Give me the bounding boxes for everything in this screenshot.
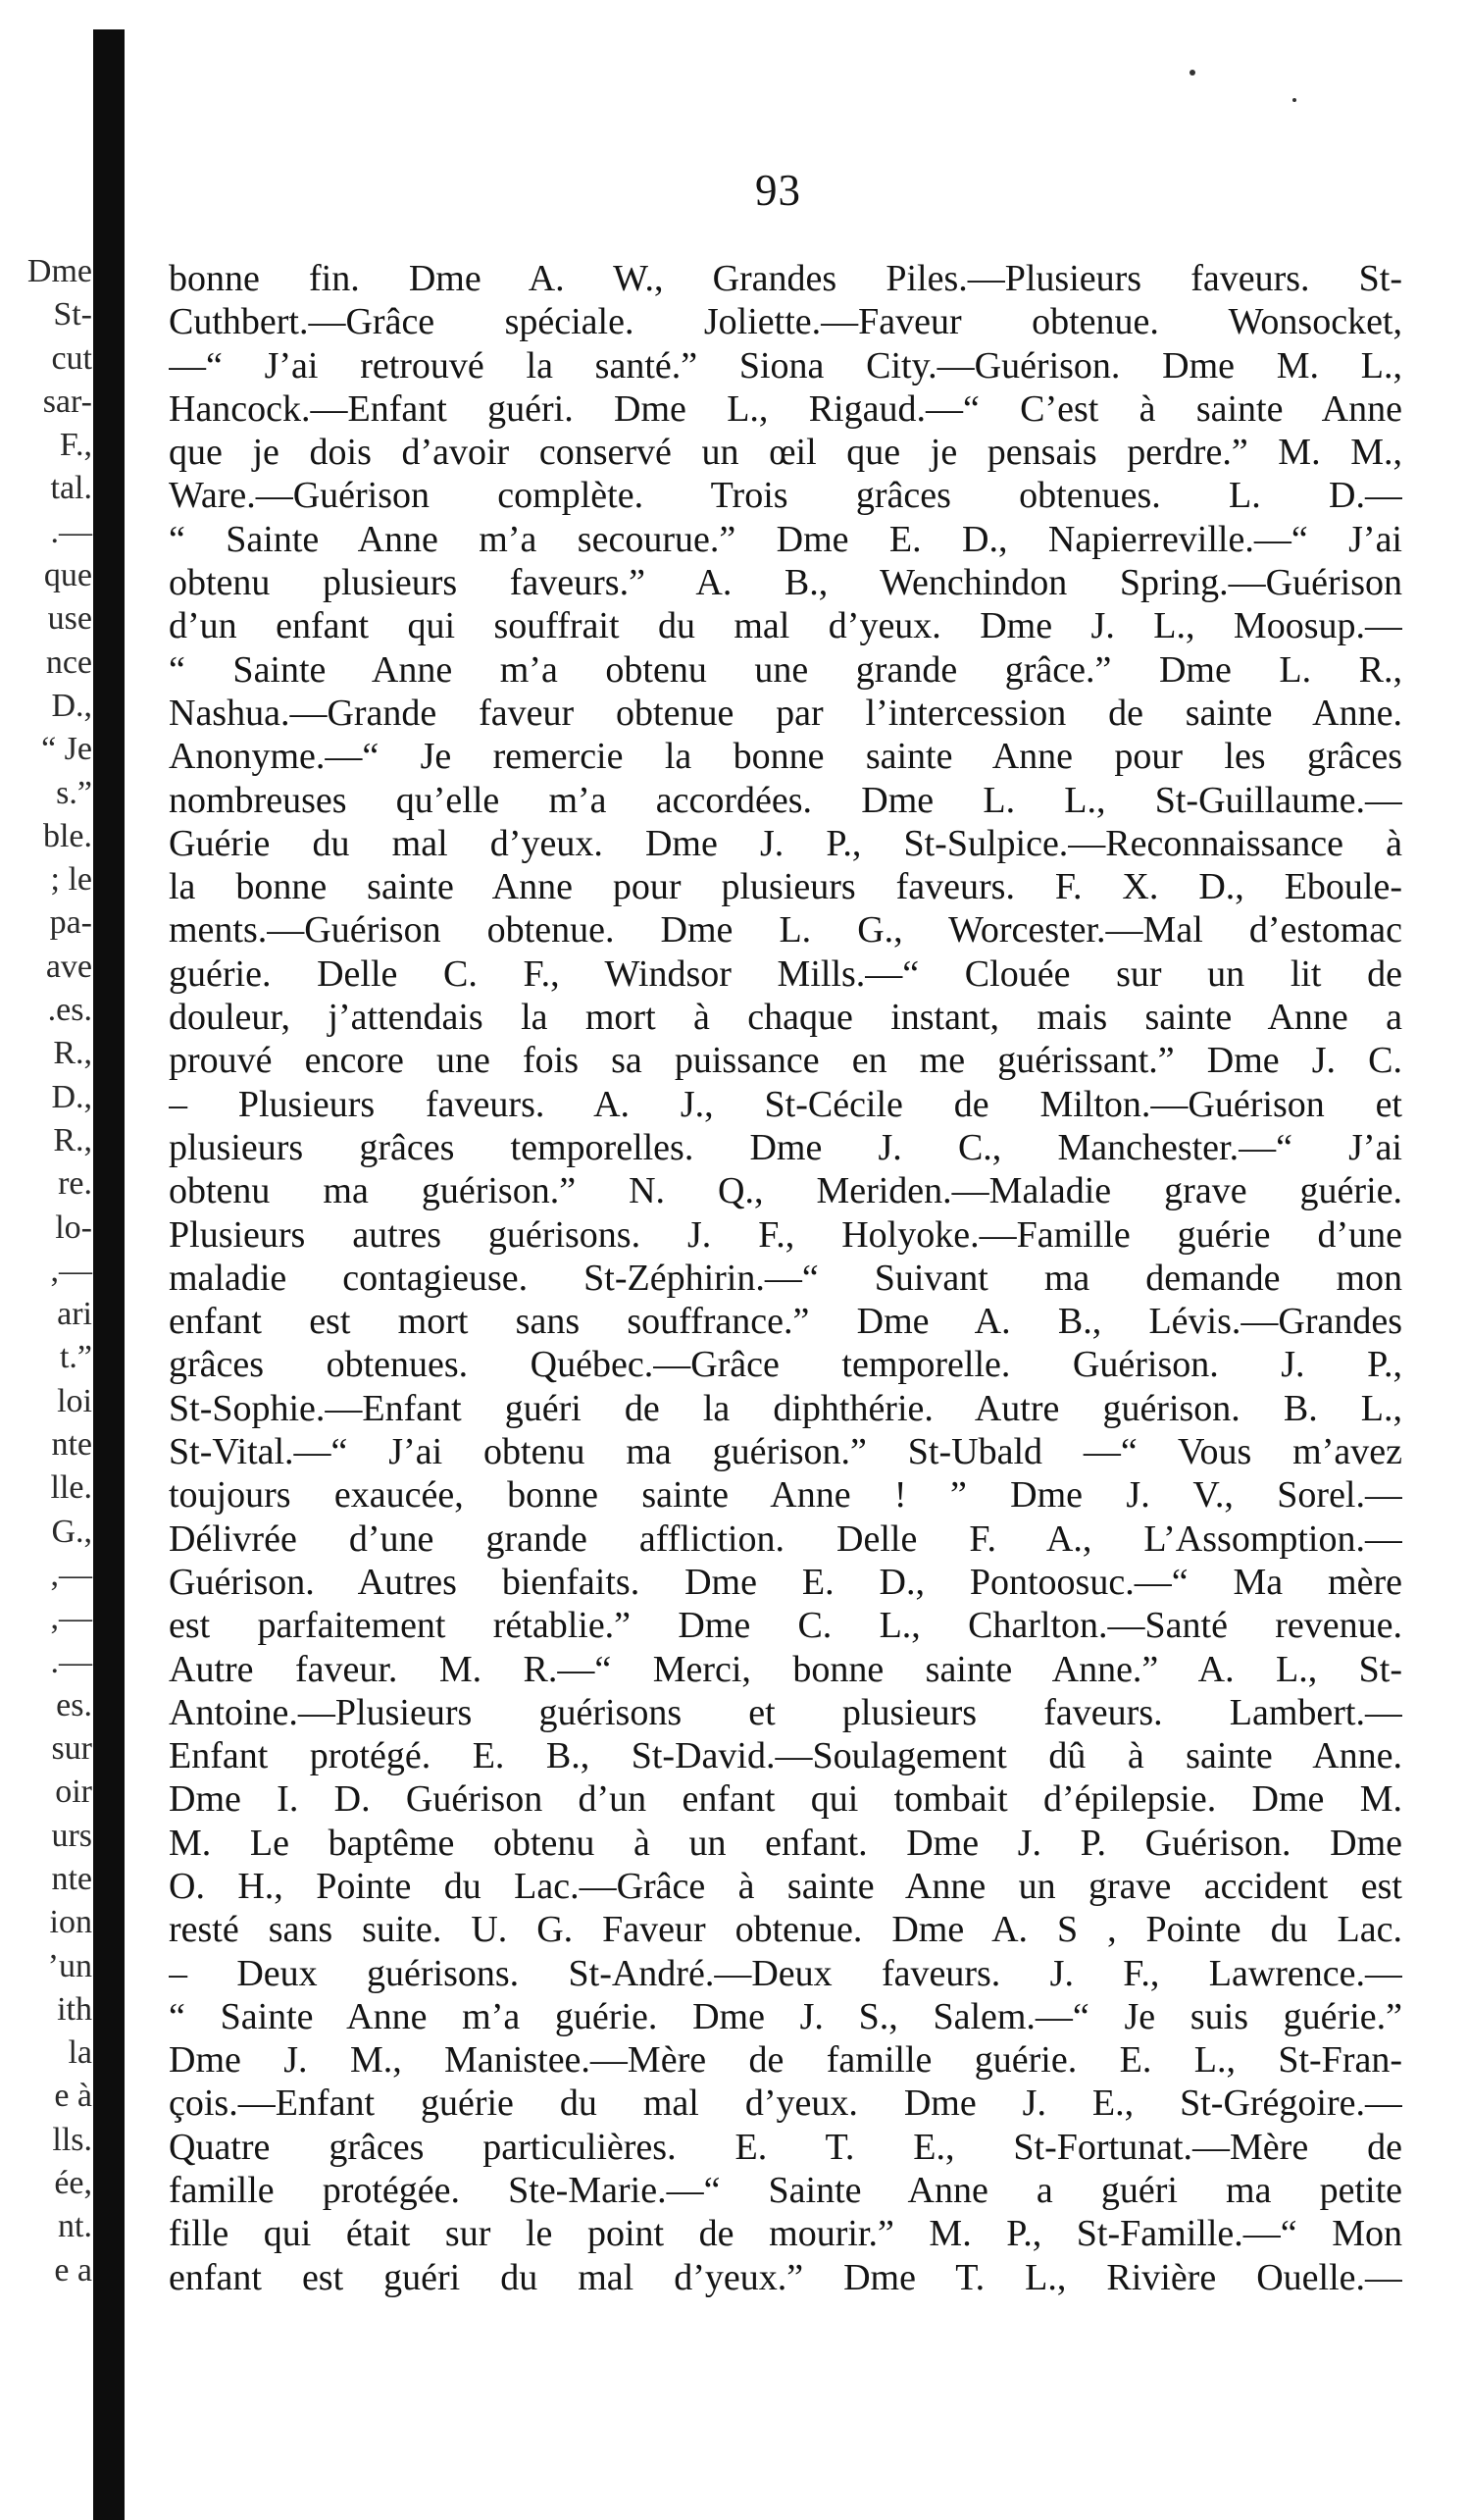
text-line: Autre faveur. M. R.—“ Merci, bonne sainte Anne.” A. L., St-	[169, 1648, 1402, 1690]
text-line: douleur, j’attendais la mort à chaque instant, mais sainte Anne a	[169, 997, 1402, 1039]
text-line: Cuthbert.—Grâce spéciale. Joliette.—Faveur obtenue. Wonsocket,	[169, 301, 1402, 343]
bleed-fragment: .—	[50, 513, 92, 550]
text-line: prouvé encore une fois sa puissance en me guérissant.” Dme J. C.	[169, 1040, 1402, 1082]
bleed-fragment: nte	[51, 1860, 92, 1897]
text-line: enfant est guéri du mal d’yeux.” Dme T. L., Rivière Ouelle.—	[169, 2256, 1402, 2298]
bleed-fragment: tal.	[50, 470, 92, 507]
bleed-fragment: ith	[57, 1990, 92, 2028]
print-speck	[1292, 98, 1296, 102]
bleed-fragment: cut	[51, 339, 92, 377]
bleed-fragment: ari	[57, 1296, 92, 1333]
bleed-fragment: que	[43, 557, 92, 594]
facing-page-fragments	[0, 250, 98, 2292]
text-line: Anonyme.—“ Je remercie la bonne sainte Anne pour les grâces	[169, 736, 1402, 778]
text-line: Quatre grâces particulières. E. T. E., St-Fortunat.—Mère de	[169, 2126, 1402, 2168]
bleed-fragment: nte	[51, 1426, 92, 1464]
bleed-fragment: .—	[50, 1643, 92, 1680]
bleed-fragment: St-	[53, 296, 92, 334]
bleed-fragment: pa-	[49, 904, 92, 942]
bleed-fragment: ,—	[50, 1600, 92, 1637]
bleed-fragment: nt.	[58, 2208, 92, 2245]
bleed-fragment: R.,	[53, 1035, 92, 1072]
bleed-fragment: lo-	[55, 1209, 92, 1246]
text-line: resté sans suite. U. G. Faveur obtenue. Dme A. S , Pointe du Lac.	[169, 1909, 1402, 1951]
text-line: O. H., Pointe du Lac.—Grâce à sainte Anne un grave accident est	[169, 1865, 1402, 1907]
text-line: “ Sainte Anne m’a secourue.” Dme E. D., Napierreville.—“ J’ai	[169, 518, 1402, 560]
bleed-fragment: ée,	[54, 2165, 92, 2202]
text-line: enfant est mort sans souffrance.” Dme A. B., Lévis.—Grandes	[169, 1301, 1402, 1343]
bleed-fragment: s.”	[56, 774, 92, 811]
bleed-fragment: es.	[56, 1686, 92, 1723]
bleed-fragment: D.,	[51, 1078, 92, 1115]
text-line: —“ J’ai retrouvé la santé.” Siona City.—Guérison. Dme M. L.,	[169, 344, 1402, 386]
text-line: St-Sophie.—Enfant guéri de la diphthérie. Autre guérison. B. L.,	[169, 1387, 1402, 1429]
text-line: – Plusieurs faveurs. A. J., St-Cécile de Milton.—Guérison et	[169, 1083, 1402, 1125]
bleed-fragment: e à	[54, 2078, 92, 2115]
binding-gutter	[93, 29, 125, 2520]
bleed-fragment: sur	[51, 1730, 92, 1768]
bleed-fragment: sar-	[42, 383, 92, 420]
bleed-fragment: ,—	[50, 1252, 92, 1289]
page-body	[169, 257, 1402, 2299]
text-line: “ Sainte Anne m’a obtenu une grande grâce.” Dme L. R.,	[169, 648, 1402, 691]
bleed-fragment: urs	[51, 1817, 92, 1854]
text-line: la bonne sainte Anne pour plusieurs faveurs. F. X. D., Eboule-	[169, 866, 1402, 908]
bleed-fragment: loi	[57, 1382, 92, 1419]
bleed-fragment: lle.	[50, 1469, 92, 1507]
text-line: Nashua.—Grande faveur obtenue par l’intercession de sainte Anne.	[169, 692, 1402, 734]
bleed-fragment: “ Je	[41, 731, 92, 768]
text-line: est parfaitement rétablie.” Dme C. L., Charlton.—Santé revenue.	[169, 1605, 1402, 1647]
bleed-fragment: use	[47, 600, 92, 638]
bleed-fragment: oir	[55, 1774, 92, 1811]
text-line: Ware.—Guérison complète. Trois grâces obtenues. L. D.—	[169, 475, 1402, 517]
text-line: Hancock.—Enfant guéri. Dme L., Rigaud.—“ C’est à sainte Anne	[169, 387, 1402, 430]
text-line: bonne fin. Dme A. W., Grandes Piles.—Plusieurs faveurs. St-	[169, 258, 1402, 299]
text-line: d’un enfant qui souffrait du mal d’yeux. Dme J. L., Moosup.—	[169, 605, 1402, 647]
text-line: Enfant protégé. E. B., St-David.—Soulagement dû à sainte Anne.	[169, 1735, 1402, 1777]
text-line: obtenu ma guérison.” N. Q., Meriden.—Maladie grave guérie.	[169, 1170, 1402, 1212]
text-line: nombreuses qu’elle m’a accordées. Dme L. L., St-Guillaume.—	[169, 779, 1402, 821]
bleed-fragment: la	[68, 2034, 92, 2072]
page-number: 93	[755, 166, 801, 215]
bleed-fragment: ; le	[50, 861, 92, 899]
text-line: – Deux guérisons. St-André.—Deux faveurs. J. F., Lawrence.—	[169, 1952, 1402, 1994]
bleed-fragment: Dme	[26, 253, 92, 289]
text-line: çois.—Enfant guérie du mal d’yeux. Dme J. E., St-Grégoire.—	[169, 2083, 1402, 2125]
text-line: guérie. Delle C. F., Windsor Mills.—“ Clouée sur un lit de	[169, 952, 1402, 995]
bleed-fragment: .es.	[47, 992, 92, 1029]
text-line: plusieurs grâces temporelles. Dme J. C., Manchester.—“ J’ai	[169, 1126, 1402, 1168]
bleed-fragment: ,—	[50, 1556, 92, 1593]
bleed-fragment: ave	[45, 948, 92, 985]
bleed-fragment: ion	[49, 1904, 92, 1941]
bleed-fragment: G.,	[51, 1513, 92, 1550]
bleed-fragment: ble.	[42, 817, 92, 854]
text-line: toujours exaucée, bonne sainte Anne ! ” Dme J. V., Sorel.—	[169, 1474, 1402, 1517]
text-line: maladie contagieuse. St-Zéphirin.—“ Suivant ma demande mon	[169, 1257, 1402, 1299]
print-speck	[1190, 70, 1195, 76]
bleed-fragment: lls.	[52, 2121, 92, 2158]
text-line: fille qui était sur le point de mourir.” M. P., St-Famille.—“ Mon	[169, 2213, 1402, 2255]
text-line: M. Le baptême obtenu à un enfant. Dme J. P. Guérison. Dme	[169, 1822, 1402, 1864]
text-line: Guérie du mal d’yeux. Dme J. P., St-Sulpice.—Reconnaissance à	[169, 822, 1402, 864]
bleed-fragment: R.,	[53, 1121, 92, 1158]
bleed-fragment: nce	[45, 643, 92, 681]
text-line: Plusieurs autres guérisons. J. F., Holyoke.—Famille guérie d’une	[169, 1213, 1402, 1256]
text-line: Antoine.—Plusieurs guérisons et plusieurs faveurs. Lambert.—	[169, 1691, 1402, 1733]
text-line: “ Sainte Anne m’a guérie. Dme J. S., Salem.—“ Je suis guérie.”	[169, 1995, 1402, 2037]
text-line: que je dois d’avoir conservé un œil que je pensais perdre.” M. M.,	[169, 432, 1402, 474]
text-line: Dme I. D. Guérison d’un enfant qui tombait d’épilepsie. Dme M.	[169, 1778, 1402, 1821]
text-line: famille protégée. Ste-Marie.—“ Sainte Anne a guéri ma petite	[169, 2170, 1402, 2212]
bleed-fragment: D.,	[51, 687, 92, 724]
text-line: ments.—Guérison obtenue. Dme L. G., Worcester.—Mal d’estomac	[169, 909, 1402, 951]
text-line: grâces obtenues. Québec.—Grâce temporelle. Guérison. J. P.,	[169, 1344, 1402, 1386]
bleed-fragment: F.,	[59, 427, 92, 464]
bleed-fragment: e a	[54, 2251, 92, 2289]
bleed-fragment: ’un	[47, 1947, 92, 1984]
text-line: obtenu plusieurs faveurs.” A. B., Wenchindon Spring.—Guérison	[169, 562, 1402, 604]
bleed-fragment: re.	[58, 1165, 92, 1203]
text-line: St-Vital.—“ J’ai obtenu ma guérison.” St-Ubald —“ Vous m’avez	[169, 1431, 1402, 1473]
bleed-fragment: t.”	[59, 1339, 92, 1376]
text-line: Délivrée d’une grande affliction. Delle F. A., L’Assomption.—	[169, 1517, 1402, 1560]
text-line: Guérison. Autres bienfaits. Dme E. D., Pontoosuc.—“ Ma mère	[169, 1561, 1402, 1603]
text-line: Dme J. M., Manistee.—Mère de famille guérie. E. L., St-Fran-	[169, 2039, 1402, 2082]
